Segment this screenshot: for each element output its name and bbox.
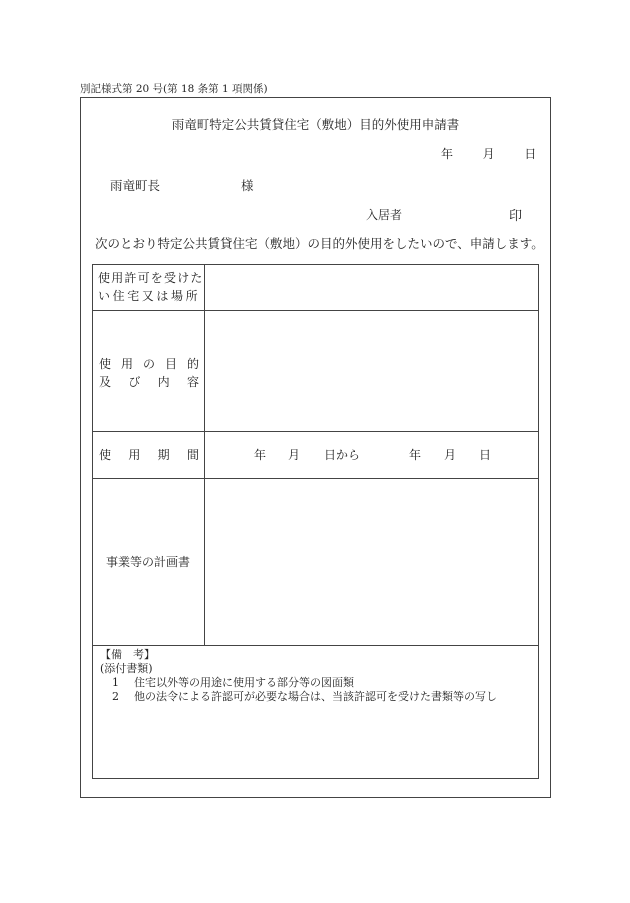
row-divider [92,645,539,646]
header-date-day: 日 [524,147,537,161]
header-date-month: 月 [482,147,495,161]
period-end-year: 年 [409,448,422,462]
row2-label [99,355,199,391]
row1-label [98,269,204,305]
applicant-label: 入居者 [366,208,403,222]
notes-heading: 【備 考】 [100,648,155,661]
page-title: 雨竜町特定公共賃貸住宅（敷地）目的外使用申請書 [171,117,460,132]
row-divider [92,431,539,432]
attachments-heading: (添付書類) [100,662,153,675]
header-date [441,145,536,162]
row2-label-line2: 及 び 内 容 [99,375,199,389]
row4-label: 事業等の計画書 [105,555,190,569]
attachment-item: 1 住宅以外等の用途に使用する部分等の図面類 [112,676,354,689]
period-start-month: 月 [288,448,301,462]
intro-text: 次のとおり特定公共賃貸住宅（敷地）の目的外使用をしたいので、申請します。 [95,236,544,251]
period-start-year: 年 [254,448,267,462]
table-border-right [538,264,539,779]
location-field[interactable] [205,265,538,310]
addressee-name: 雨竜町長 [110,178,161,193]
addressee-honorific: 様 [241,178,254,193]
application-table [92,264,539,779]
table-border-bottom [92,778,539,779]
row3-label: 使 用 期 間 [99,448,199,462]
form-caption: 別記様式第 20 号(第 18 条第 1 項関係) [80,83,268,95]
attachment-item: 2 他の法令による許認可が必要な場合は、当該許認可を受けた書類等の写し [112,690,497,703]
business-plan-field[interactable] [205,479,538,645]
header-date-year: 年 [441,147,454,161]
purpose-field[interactable] [205,311,538,431]
period-end-month: 月 [444,448,457,462]
seal-mark: 印 [509,209,523,224]
period-end-day: 日 [479,448,492,462]
period-start-day: 日から [324,448,361,462]
row2-label-line1: 使 用 の 目 的 [99,357,199,371]
table-border-left [92,264,93,779]
row1-label-line1: 使用許可を受けた [98,271,204,285]
row1-label-line2: い住宅又は場所 [98,289,201,303]
